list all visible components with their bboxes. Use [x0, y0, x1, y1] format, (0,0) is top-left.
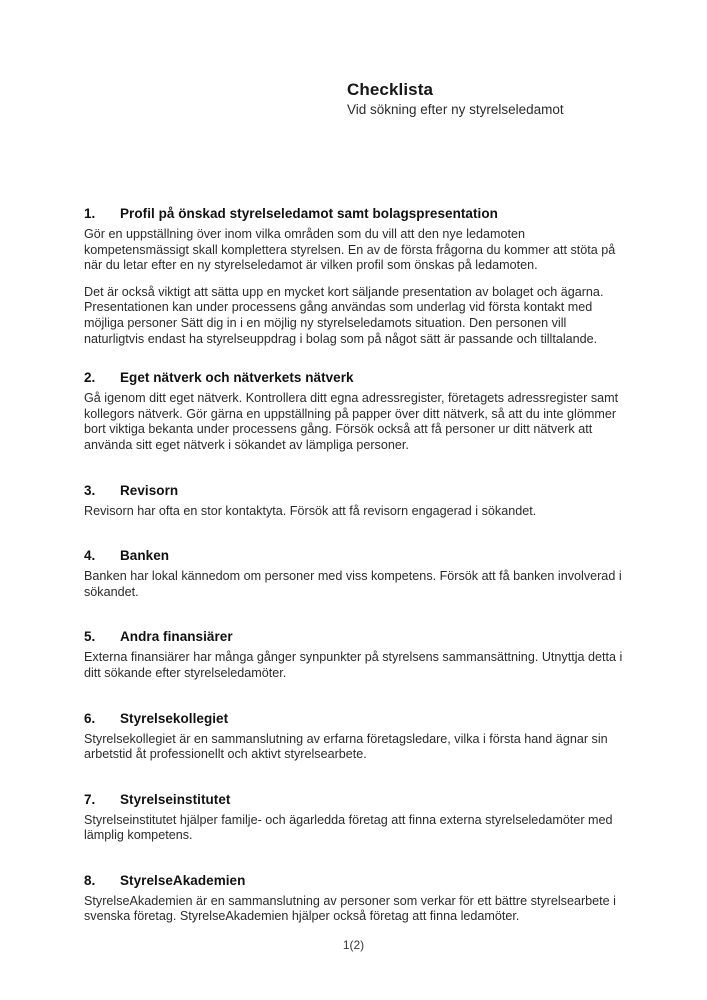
section-number: 1.: [84, 206, 96, 221]
section-heading: [84, 482, 629, 499]
section-number: 7.: [84, 791, 96, 807]
section-title: Banken: [120, 548, 170, 564]
section-paragraph: Det är också viktigt att sätta upp en mycket kort säljande presentation av bolaget och ägarna. Presentationen kan under processens gång användas som underlag vid första kontakt med möjliga personer Sätt dig in i en möjlig ny styrelseledamots situation. Den personen vill naturligtvis endast ha styrelseuppdrag i bolag som på något sätt är passande och tilltalande.: [84, 284, 604, 346]
section-paragraph: StyrelseAkademien är en sammanslutning av personer som verkar för ett bättre styrelsearbete i svenska företag. StyrelseAkademien hjälper också företag att finna ledamöter.: [84, 893, 616, 924]
document-section: [84, 205, 629, 347]
document-body: [84, 205, 629, 953]
section-title: Andra finansiärer: [120, 629, 233, 645]
section-title: StyrelseAkademien: [120, 872, 246, 888]
document-section: [84, 710, 629, 763]
page-subtitle: Vid sökning efter ny styrelseledamot: [347, 102, 564, 117]
section-title: Styrelseinstitutet: [120, 791, 231, 807]
document-section: [84, 872, 629, 925]
page-footer: 1(2): [342, 938, 365, 952]
section-heading: [84, 872, 629, 889]
section-paragraph: Styrelsekollegiet är en sammanslutning av erfarna företagsledare, vilka i första hand ägnar sin arbetstid åt professionellt och aktivt styrelsearbete.: [84, 731, 608, 762]
document-section: [84, 369, 629, 453]
section-number: 6.: [84, 710, 96, 726]
section-heading: [84, 791, 629, 808]
section-heading: [84, 205, 629, 222]
section-number: 2.: [84, 370, 96, 386]
section-paragraph: Externa finansiärer har många gånger synpunkter på styrelsens sammansättning. Utnyttja detta i ditt sökande efter styrelseledamöter.: [84, 650, 623, 680]
section-number: 4.: [84, 548, 96, 564]
document-section: [84, 628, 629, 681]
section-paragraph: Styrelseinstitutet hjälper familje- och ägarledda företag att finna externa styrelseledamöter med lämplig kompetens.: [84, 812, 613, 843]
document-section: [84, 482, 629, 520]
section-title: Profil på önskad styrelseledamot samt bolagspresentation: [120, 206, 498, 221]
section-number: 8.: [84, 872, 96, 888]
section-title: Styrelsekollegiet: [120, 710, 229, 726]
section-paragraph: Banken har lokal kännedom om personer med viss kompetens. Försök att få banken involverad i sökandet.: [84, 569, 622, 599]
section-heading: [84, 369, 629, 386]
section-paragraph: Gå igenom ditt eget nätverk. Kontrollera ditt egna adressregister, företagets adressregister samt kollegors nätverk. Gör gärna en uppställning på papper över ditt nätverk, så att du inte glömmer bort viktiga bekanta under processens gång. Försök också att få personer ur ditt nätverk att använda sitt eget nätverk i sökandet av lämpliga personer.: [84, 391, 619, 452]
section-title: Revisorn: [120, 482, 179, 498]
section-heading: [84, 710, 629, 727]
section-title: Eget nätverk och nätverkets nätverk: [120, 370, 354, 386]
document-section: [84, 791, 629, 844]
section-heading: [84, 547, 629, 564]
document-section: [84, 547, 629, 600]
page-title: Checklista: [347, 80, 434, 99]
section-number: 5.: [84, 629, 96, 645]
section-paragraph: Gör en uppställning över inom vilka områden som du vill att den nye ledamoten kompetensmässigt skall komplettera styrelsen. En av de första frågorna du kommer att stöta på när du letar efter en ny styrelseledamot är vilken profil som önskas på ledamoten.: [84, 227, 616, 273]
section-paragraph: Revisorn har ofta en stor kontaktyta. Försök att få revisorn engagerad i sökandet.: [84, 503, 537, 518]
section-number: 3.: [84, 482, 96, 498]
section-heading: [84, 628, 629, 645]
document-header: [347, 80, 647, 119]
